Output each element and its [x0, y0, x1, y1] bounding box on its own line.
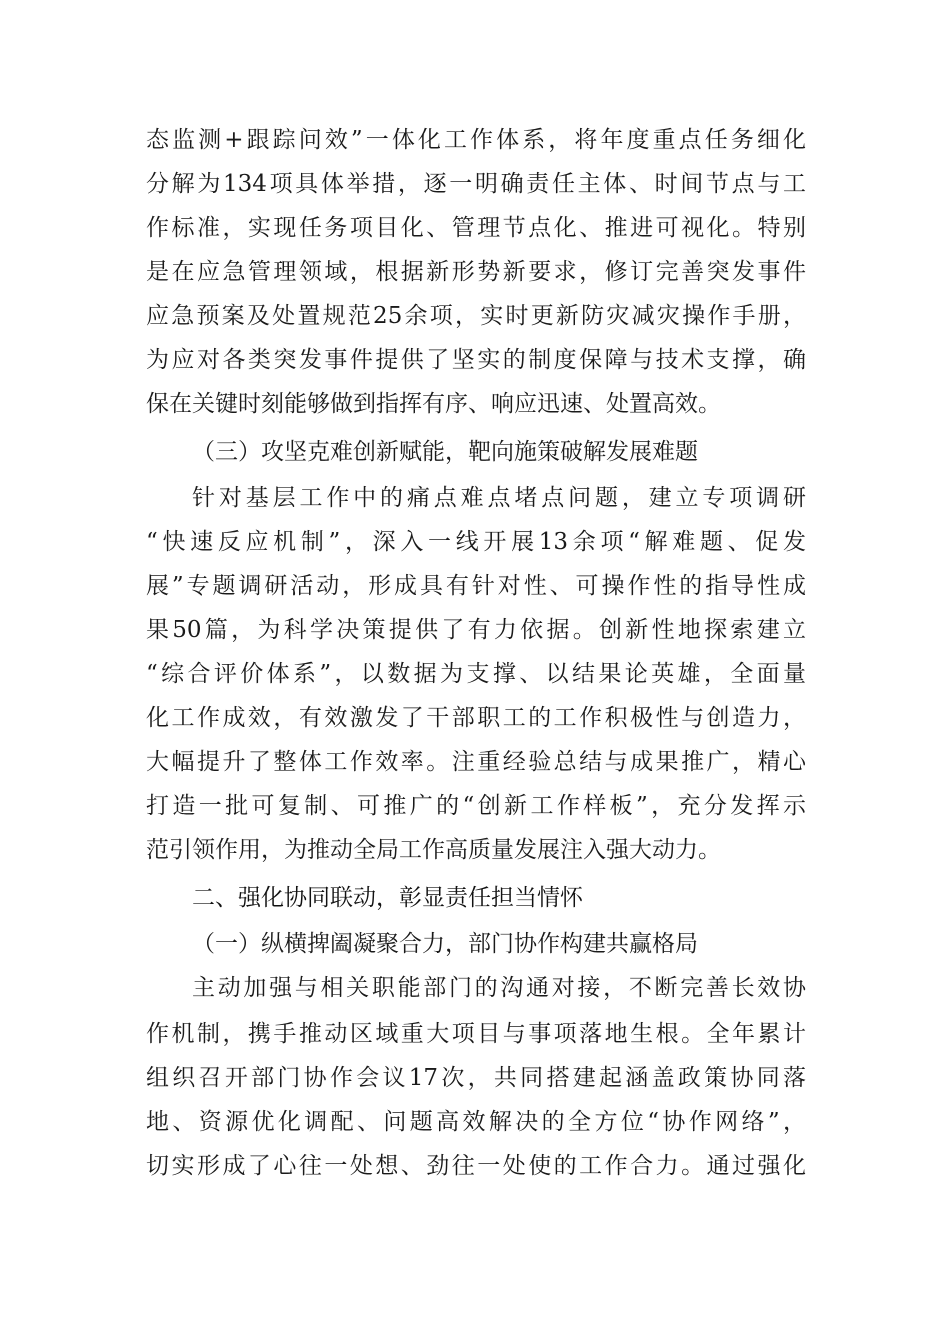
paragraph-line: 切实形成了心往一处想、劲往一处使的工作合力。通过强化	[146, 1153, 806, 1179]
paragraph-line: 态监测+跟踪问效”一体化工作体系，将年度重点任务细化	[146, 127, 806, 153]
paragraph-line: 为应对各类突发事件提供了坚实的制度保障与技术支撑，确	[146, 347, 806, 373]
paragraph-line: “快速反应机制”，深入一线开展13余项“解难题、促发	[146, 529, 806, 555]
subsection-heading: （三）攻坚克难创新赋能，靶向施策破解发展难题	[192, 439, 698, 465]
paragraph-line: 展”专题调研活动，形成具有针对性、可操作性的指导性成	[146, 573, 806, 599]
paragraph-line: 化工作成效，有效激发了干部职工的工作积极性与创造力，	[146, 705, 806, 731]
paragraph-line: 是在应急管理领域，根据新形势新要求，修订完善突发事件	[146, 259, 806, 285]
paragraph-line: 针对基层工作中的痛点难点堵点问题，建立专项调研	[192, 485, 806, 511]
paragraph-line: 作标准，实现任务项目化、管理节点化、推进可视化。特别	[146, 215, 806, 241]
paragraph-line: 打造一批可复制、可推广的“创新工作样板”，充分发挥示	[146, 793, 806, 819]
paragraph-line: 作机制，携手推动区域重大项目与事项落地生根。全年累计	[146, 1021, 806, 1047]
paragraph-line: 分解为134项具体举措，逐一明确责任主体、时间节点与工	[146, 171, 806, 197]
paragraph-line: 保在关键时刻能够做到指挥有序、响应迅速、处置高效。	[146, 391, 721, 417]
paragraph-line: 应急预案及处置规范25余项，实时更新防灾减灾操作手册，	[146, 303, 806, 329]
paragraph-line: 地、资源优化调配、问题高效解决的全方位“协作网络”，	[146, 1109, 806, 1135]
paragraph-line: 果50篇，为科学决策提供了有力依据。创新性地探索建立	[146, 617, 806, 643]
section-heading: 二、强化协同联动，彰显责任担当情怀	[192, 885, 583, 911]
paragraph-line: 范引领作用，为推动全局工作高质量发展注入强大动力。	[146, 837, 721, 863]
paragraph-line: 组织召开部门协作会议17次，共同搭建起涵盖政策协同落	[146, 1065, 806, 1091]
subsection-heading: （一）纵横捭阖凝聚合力，部门协作构建共赢格局	[192, 931, 698, 957]
paragraph-line: “综合评价体系”，以数据为支撑、以结果论英雄，全面量	[146, 661, 806, 687]
paragraph-line: 主动加强与相关职能部门的沟通对接，不断完善长效协	[192, 975, 806, 1001]
paragraph-line: 大幅提升了整体工作效率。注重经验总结与成果推广，精心	[146, 749, 806, 775]
